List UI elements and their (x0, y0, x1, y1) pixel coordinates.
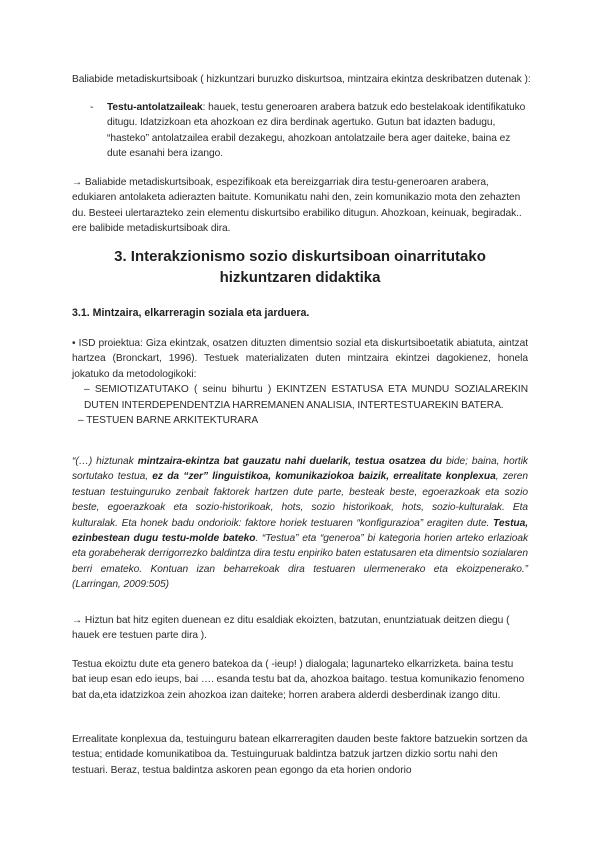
subsection-title: 3.1. Mintzaira, elkarreragin soziala eta jarduera. (72, 307, 310, 319)
quote-text-2: bide; baina, hortik sortutako testua, (72, 456, 528, 483)
quote-text-1: “(…) hiztunak (72, 456, 138, 467)
paragraph-errealitate-konplexua: Errealitate konplexua da, testuinguru batean elkarreragiten dauden beste faktore batzuekin sortzen da testua; entidade komunikatiboa da. Testuinguruak baldintza batzuk jartzen dizkio sortu nahi den testuari. Beraz, testua baldintza askoren pean egongo da eta horien ondorio (72, 734, 528, 776)
section-title-line-1: 3. Interakzionismo sozio diskurtsiboan oinarritutako (114, 248, 486, 265)
paragraph-testua-ekoiztu: Testua ekoiztu dute eta genero batekoa da ( -ieup! ) dialogala; lagunarteko elkarrizketa. baina testu bat ieup esan edo ieups, bai …. esanda testu bat da, ahozkoa baitago. testua komunikazio fenomeno bat da,eta idatzizkoa zein ahozkoa izan daiteke; horren arabera alderdi desberdinak izango ditu. (72, 659, 525, 701)
section-title (72, 246, 528, 288)
intro-paragraph: Baliabide metadiskurtsiboak ( hizkuntzari buruzko diskurtsoa, mintzaira ekintza deskribatzen dutenak ): (72, 74, 531, 85)
bullet-item-testu-antolatzaileak (90, 100, 530, 162)
arrow-paragraph-hiztun: → Hiztun bat hitz egiten duenean ez ditu esaldiak ekoizten, batzutan, enuntziatuak deitzen diegu ( hauek ere testuen parte dira ). (72, 615, 510, 642)
isd-list-item-2: – TESTUEN BARNE ARKITEKTURARA (78, 415, 259, 427)
bullet-dash: - (90, 102, 94, 113)
bullet-term: Testu-antolatzaileak (107, 102, 203, 113)
quote-bold-1: mintzaira-ekintza bat gauzatu nahi duelarik, testua osatzea du (137, 456, 443, 467)
isd-intro-text: • ISD proiektua: Giza ekintzak, osatzen dituzten dimentsio sozial eta diskurtsiboetatik abiatuta, aintzat hartzea (Bronckart, 1996). Testuek materializaten duten mintzaira ekintzei dagokienez, honela jokatuko da metodologikoki: (72, 338, 528, 380)
quote-bold-3: Testua, ezinbestean dugu testu-molde bateko (72, 517, 528, 545)
quote-larringan (72, 454, 528, 593)
arrow-paragraph-metadiskurtsiboak: → Baliabide metadiskurtsiboak, espezifikoak eta bereizgarriak dira testu-generoaren arabera, edukiaren antolaketa adierazten baitute. Komunikatu nahi den, zein komunikazio mota den zehazten du. Besteei ulertarazteko zein elementu diskurtsibo erabiliko ditugun. Ahozkoan, keinuak, begiradak.. ere balibide metadiskurtsiboak dira. (72, 177, 522, 235)
quote-bold-2: ez da “zer” linguistikoa, komunikaziokoa baizik, errealitate konplexua (152, 471, 496, 483)
bullet-text (107, 100, 530, 162)
bullet-description: : hauek, testu generoaren arabera batzuk edo bestelakoak identifikatuko ditugu. Idatzizkoan eta ahozkoan ez dira berdinak agertuko. Gutun bat idazten badugu, “hasteko” antolatzailea erabil dezakegu, ahozkoan antolatzaile bera ager daiteke, baina ez dute esanahi bera izango. (107, 102, 526, 160)
quote-text-3: , zeren testuan testuinguruko zenbait faktorek hartzen dute parte, besteak beste, egoerazkoak eta sozio beste, egoerazkoak eta sozio-historikoak, hots, sozio historikoak, hots, sozio-kulturalak. Eta kulturalak. Eta honek badu ondorioik: faktore horiek testuaren “konfigurazioa” eragiten dute. (72, 471, 528, 529)
section-title-line-2: hizkuntzaren didaktika (219, 269, 381, 286)
isd-paragraph (72, 336, 528, 428)
isd-list-item-1: – SEMIOTIZATUTAKO ( seinu bihurtu ) EKINTZEN ESTATUSA ETA MUNDU SOZIALAREKIN DUTEN INTERDEPENDENTZIA HARREMANEN ANALISIA, INTERTESTUAREKIN BATERA. (84, 384, 528, 411)
quote-text-4: . “Testua” eta “generoa” bi kategoria horien arteko erlazioak eta gorabeherak derrigorrezko baldintza dira testu enpiriko baten estatusaren eta dimentsio sozialaren berri emateko. Kontuan izan beharrekoak dira testuaren ulermenerako eta ekoizpenerako.” (Larringan, 2009:505) (72, 533, 528, 591)
